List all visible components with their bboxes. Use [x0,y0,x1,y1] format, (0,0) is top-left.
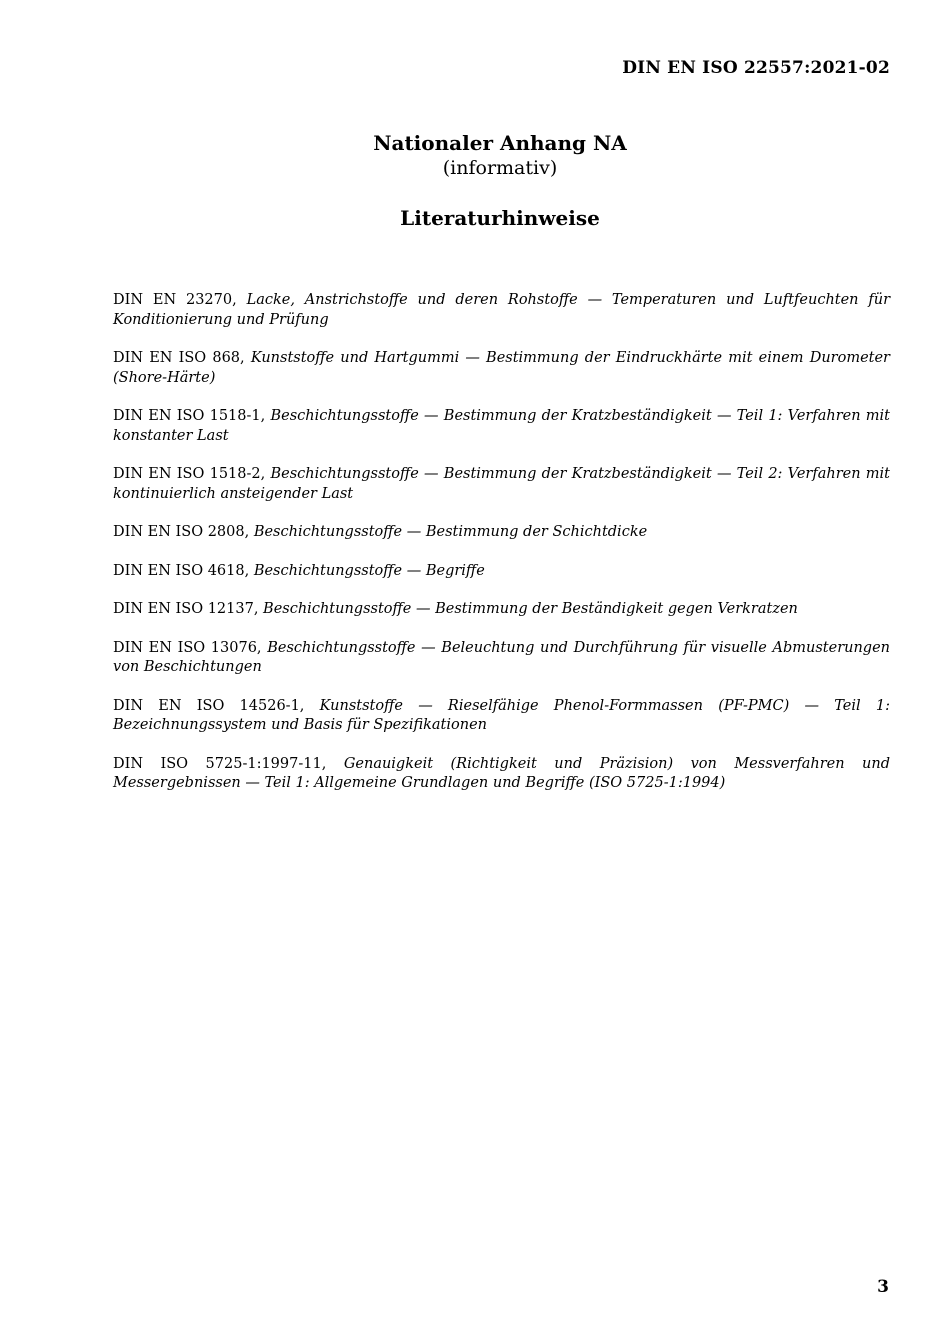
reference-item [113,465,890,504]
reference-code: DIN EN ISO 4618, [113,562,250,579]
reference-title: Kunststoffe und Hartgummi — Bestimmung der Eindruckhärte mit einem Durometer (Shore-Härte) [113,350,890,386]
reference-title: Beschichtungsstoffe — Beleuchtung und Durchführung für visuelle Abmusterungen von Beschichtungen [113,639,891,675]
reference-code: DIN EN 23270, [113,292,237,308]
reference-item [113,639,890,678]
reference-code: DIN ISO 5725-1:1997-11, [113,755,327,772]
reference-item [113,562,890,582]
reference-title: Kunststoffe — Rieselfähige Phenol-Formmassen (PF-PMC) — Teil 1: Bezeichnungssystem und Basis für Spezifikationen [113,697,890,733]
reference-title: Beschichtungsstoffe — Begriffe [253,562,485,579]
reference-title: Genauigkeit (Richtigkeit und Präzision) von Messverfahren und Messergebnissen — Teil 1: Allgemeine Grundlagen und Begriffe (ISO 5725-1:1994) [113,755,890,791]
reference-code: DIN EN ISO 2808, [113,524,250,540]
reference-code: DIN EN ISO 14526-1, [113,697,305,714]
document-code: DIN EN ISO 22557:2021-02 [622,58,890,78]
reference-title: Beschichtungsstoffe — Bestimmung der Kratzbeständigkeit — Teil 2: Verfahren mit kontinuierlich ansteigender Last [113,466,890,502]
reference-title: Beschichtungsstoffe — Bestimmung der Kratzbeständigkeit — Teil 1: Verfahren mit konstanter Last [113,408,890,444]
section-title: Literaturhinweise [400,206,600,230]
reference-item [113,755,890,794]
reference-list [113,291,890,813]
reference-item [113,697,890,736]
reference-item [113,349,890,388]
reference-code: DIN EN ISO 868, [113,350,245,366]
reference-title: Beschichtungsstoffe — Bestimmung der Schichtdicke [253,524,648,540]
page-number: 3 [877,1277,889,1297]
reference-title: Lacke, Anstrichstoffe und deren Rohstoffe — Temperaturen und Luftfeuchten für Konditionierung und Prüfung [113,292,890,328]
reference-item [113,600,890,620]
reference-item [113,523,890,543]
reference-title: Beschichtungsstoffe — Bestimmung der Beständigkeit gegen Verkratzen [263,601,798,617]
reference-code: DIN EN ISO 1518-2, [113,466,266,482]
reference-item [113,407,890,446]
annex-subtitle: (informativ) [442,157,558,179]
reference-code: DIN EN ISO 13076, [113,639,262,656]
reference-code: DIN EN ISO 12137, [113,601,259,617]
reference-item [113,291,890,330]
reference-code: DIN EN ISO 1518-1, [113,408,266,424]
annex-title: Nationaler Anhang NA [373,131,627,155]
